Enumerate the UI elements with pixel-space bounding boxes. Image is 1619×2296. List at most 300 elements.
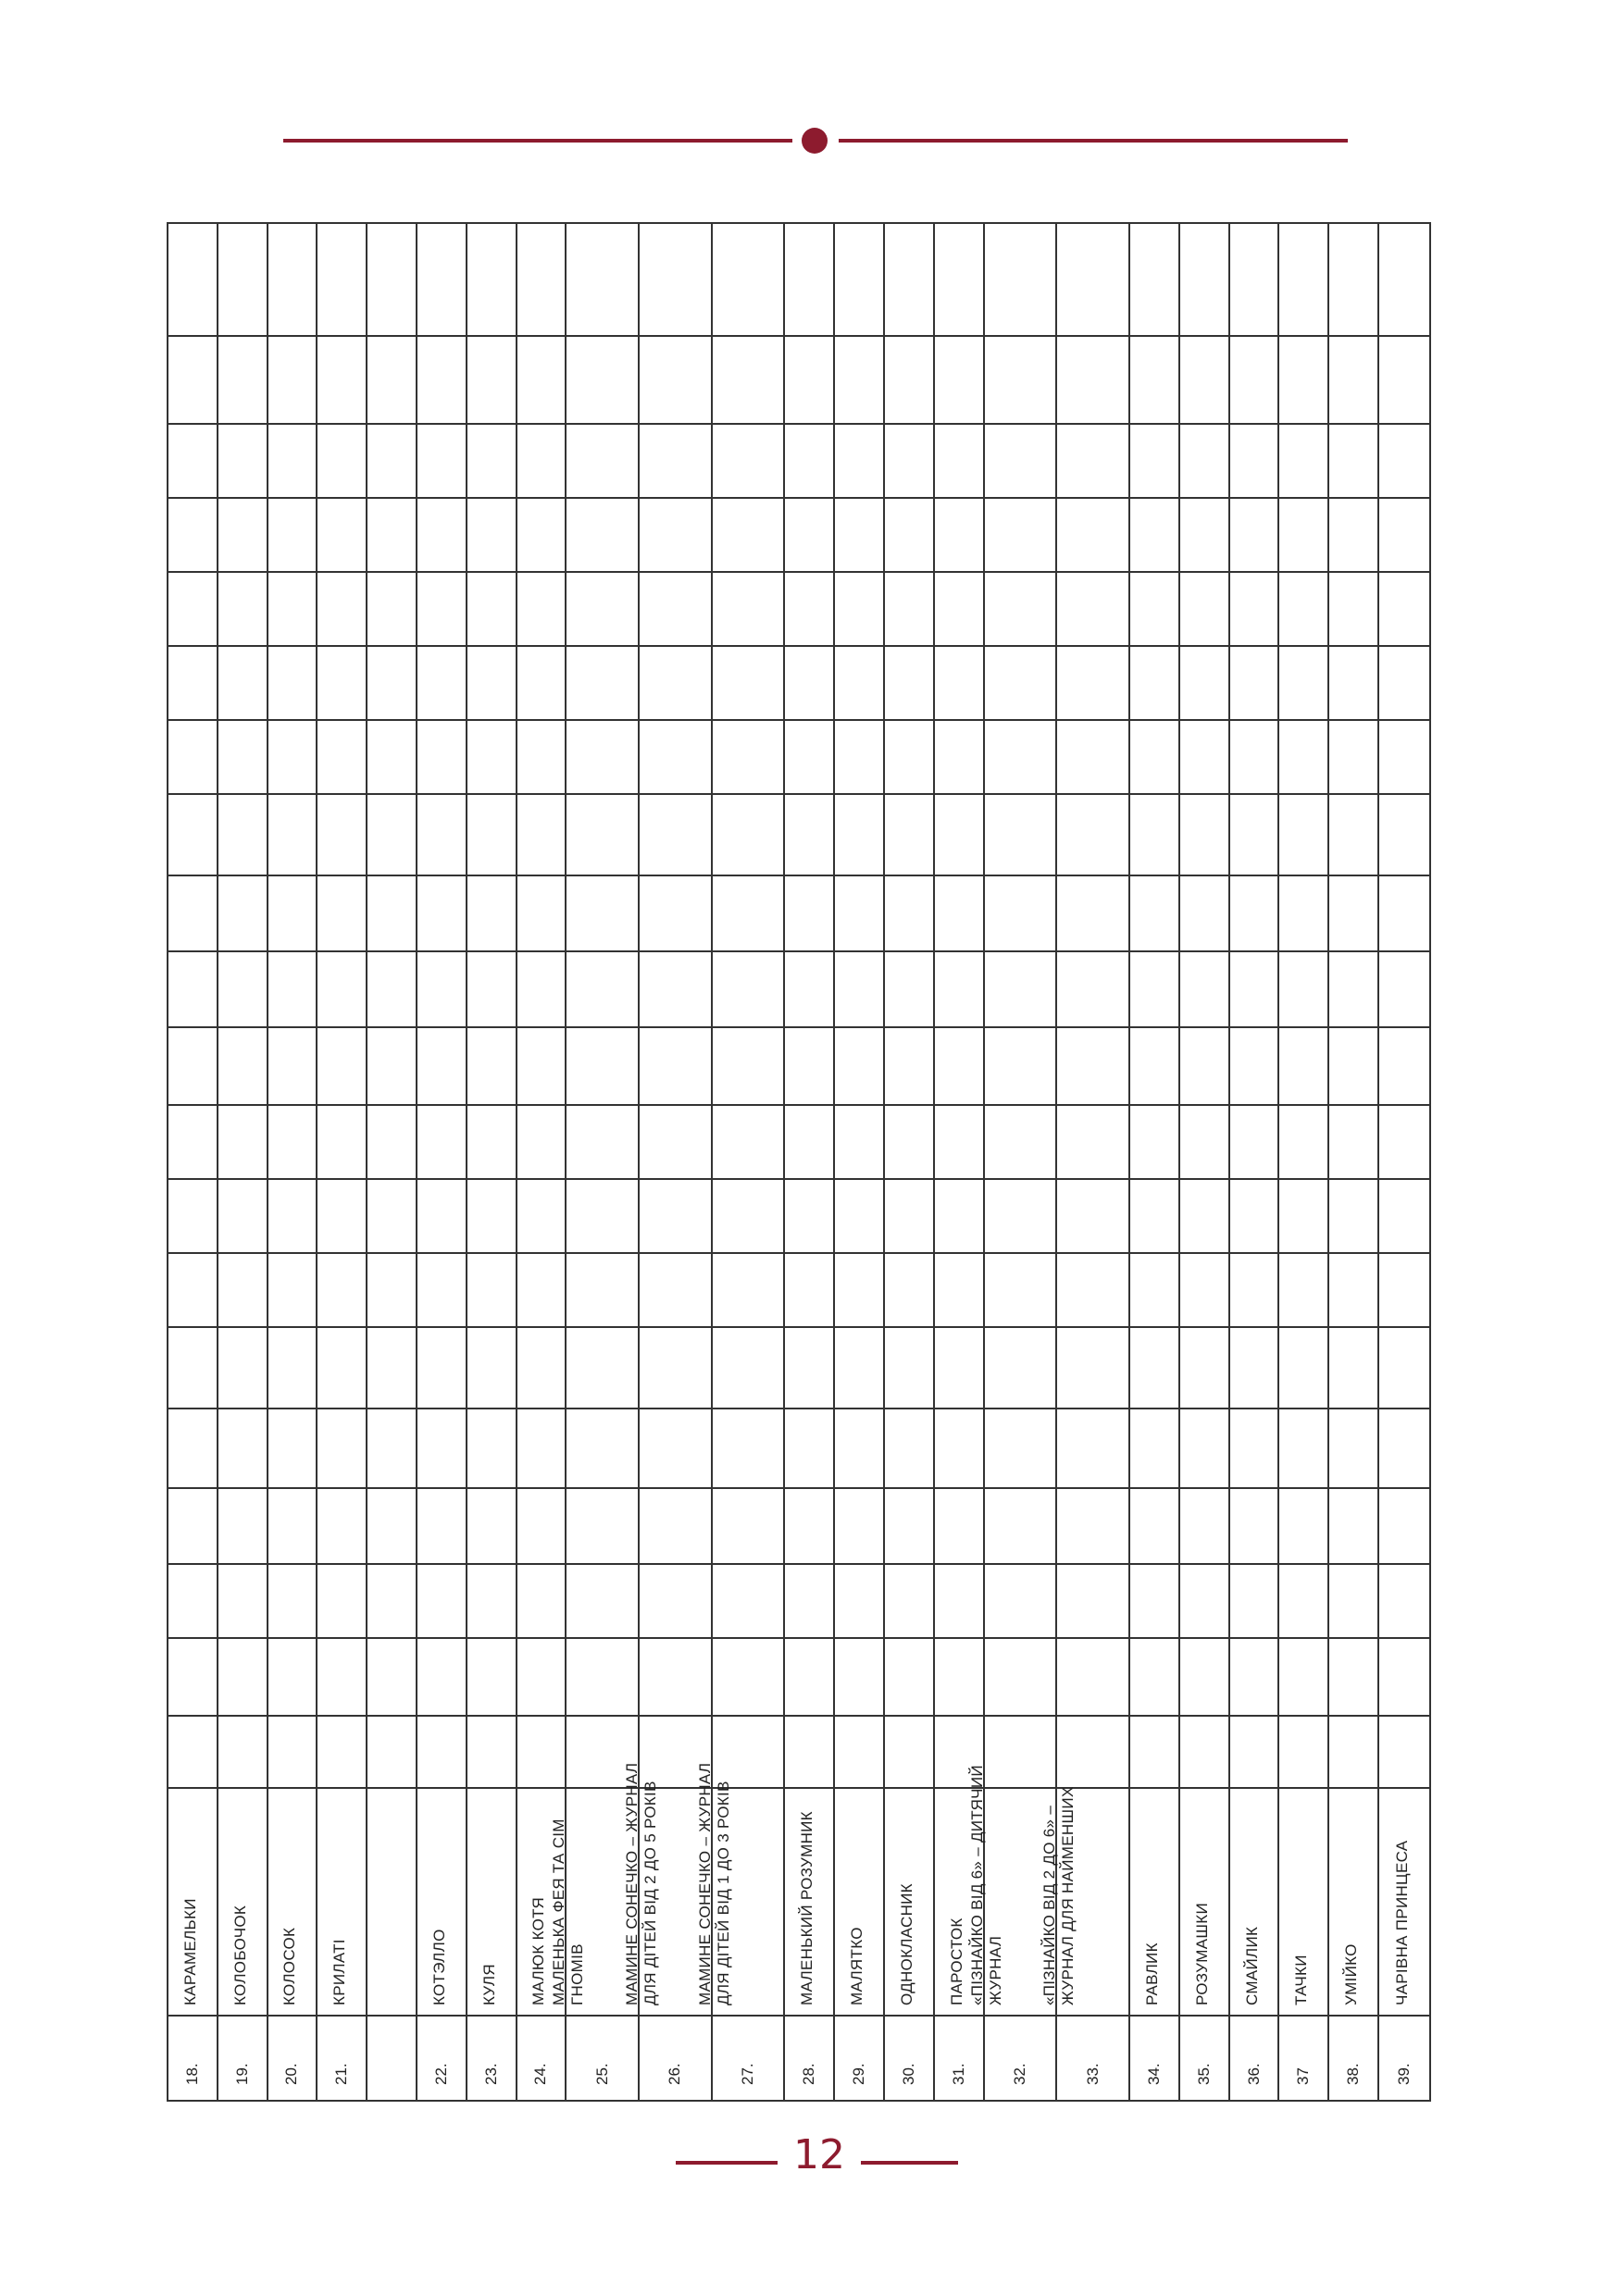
empty-cell[interactable]	[1279, 721, 1327, 795]
empty-cell[interactable]	[640, 1028, 711, 1106]
empty-cell[interactable]	[567, 1106, 638, 1180]
empty-cell[interactable]	[168, 721, 217, 795]
empty-cell[interactable]	[517, 499, 566, 573]
empty-cell[interactable]	[567, 1180, 638, 1254]
empty-cell[interactable]	[268, 425, 317, 499]
empty-cell[interactable]	[640, 499, 711, 573]
empty-cell[interactable]	[517, 1409, 566, 1489]
empty-cell[interactable]	[168, 224, 217, 337]
empty-cell[interactable]	[885, 224, 933, 337]
empty-cell[interactable]	[1180, 1565, 1228, 1639]
empty-cell[interactable]	[1279, 647, 1327, 721]
empty-cell[interactable]	[1130, 573, 1178, 647]
empty-cell[interactable]	[517, 795, 566, 876]
empty-cell[interactable]	[1230, 1254, 1278, 1328]
empty-cell[interactable]	[567, 1028, 638, 1106]
empty-cell[interactable]	[517, 1328, 566, 1409]
empty-cell[interactable]	[367, 795, 416, 876]
empty-cell[interactable]	[835, 224, 883, 337]
empty-cell[interactable]	[168, 1409, 217, 1489]
empty-cell[interactable]	[417, 1106, 466, 1180]
empty-cell[interactable]	[1329, 721, 1377, 795]
empty-cell[interactable]	[1057, 952, 1128, 1028]
empty-cell[interactable]	[417, 1409, 466, 1489]
empty-cell[interactable]	[885, 795, 933, 876]
empty-cell[interactable]	[517, 952, 566, 1028]
empty-cell[interactable]	[1230, 337, 1278, 425]
empty-cell[interactable]	[935, 337, 983, 425]
empty-cell[interactable]	[785, 952, 833, 1028]
empty-cell[interactable]	[1379, 1106, 1429, 1180]
empty-cell[interactable]	[218, 1409, 267, 1489]
empty-cell[interactable]	[1057, 224, 1128, 337]
empty-cell[interactable]	[835, 1028, 883, 1106]
empty-cell[interactable]	[268, 1565, 317, 1639]
empty-cell[interactable]	[268, 224, 317, 337]
empty-cell[interactable]	[935, 573, 983, 647]
empty-cell[interactable]	[785, 795, 833, 876]
empty-cell[interactable]	[417, 499, 466, 573]
empty-cell[interactable]	[567, 425, 638, 499]
empty-cell[interactable]	[1379, 1028, 1429, 1106]
empty-cell[interactable]	[985, 499, 1056, 573]
empty-cell[interactable]	[517, 1180, 566, 1254]
empty-cell[interactable]	[640, 1328, 711, 1409]
empty-cell[interactable]	[417, 721, 466, 795]
empty-cell[interactable]	[567, 1409, 638, 1489]
empty-cell[interactable]	[367, 1717, 416, 1789]
empty-cell[interactable]	[417, 1489, 466, 1565]
empty-cell[interactable]	[1279, 1328, 1327, 1409]
empty-cell[interactable]	[835, 1565, 883, 1639]
empty-cell[interactable]	[785, 1106, 833, 1180]
empty-cell[interactable]	[1130, 1489, 1178, 1565]
empty-cell[interactable]	[517, 876, 566, 952]
empty-cell[interactable]	[1230, 876, 1278, 952]
empty-cell[interactable]	[1230, 1565, 1278, 1639]
empty-cell[interactable]	[218, 1028, 267, 1106]
empty-cell[interactable]	[1279, 224, 1327, 337]
empty-cell[interactable]	[318, 224, 366, 337]
empty-cell[interactable]	[785, 647, 833, 721]
empty-cell[interactable]	[318, 876, 366, 952]
empty-cell[interactable]	[1057, 573, 1128, 647]
empty-cell[interactable]	[268, 952, 317, 1028]
empty-cell[interactable]	[713, 1180, 784, 1254]
empty-cell[interactable]	[567, 337, 638, 425]
empty-cell[interactable]	[1379, 1409, 1429, 1489]
empty-cell[interactable]	[1379, 499, 1429, 573]
empty-cell[interactable]	[1057, 1565, 1128, 1639]
empty-cell[interactable]	[1130, 224, 1178, 337]
empty-cell[interactable]	[835, 1409, 883, 1489]
empty-cell[interactable]	[1329, 876, 1377, 952]
empty-cell[interactable]	[935, 499, 983, 573]
empty-cell[interactable]	[640, 721, 711, 795]
empty-cell[interactable]	[268, 1254, 317, 1328]
empty-cell[interactable]	[640, 425, 711, 499]
empty-cell[interactable]	[168, 1180, 217, 1254]
empty-cell[interactable]	[885, 952, 933, 1028]
empty-cell[interactable]	[467, 1180, 516, 1254]
empty-cell[interactable]	[417, 573, 466, 647]
empty-cell[interactable]	[517, 1565, 566, 1639]
empty-cell[interactable]	[1379, 425, 1429, 499]
empty-cell[interactable]	[885, 425, 933, 499]
empty-cell[interactable]	[318, 721, 366, 795]
empty-cell[interactable]	[713, 573, 784, 647]
empty-cell[interactable]	[417, 1328, 466, 1409]
empty-cell[interactable]	[835, 795, 883, 876]
empty-cell[interactable]	[885, 1254, 933, 1328]
empty-cell[interactable]	[367, 337, 416, 425]
empty-cell[interactable]	[1230, 573, 1278, 647]
empty-cell[interactable]	[1379, 1254, 1429, 1328]
empty-cell[interactable]	[218, 337, 267, 425]
empty-cell[interactable]	[785, 1565, 833, 1639]
empty-cell[interactable]	[713, 425, 784, 499]
empty-cell[interactable]	[835, 499, 883, 573]
empty-cell[interactable]	[985, 1106, 1056, 1180]
empty-cell[interactable]	[367, 425, 416, 499]
empty-cell[interactable]	[985, 573, 1056, 647]
empty-cell[interactable]	[1379, 573, 1429, 647]
empty-cell[interactable]	[713, 1254, 784, 1328]
empty-cell[interactable]	[218, 425, 267, 499]
empty-cell[interactable]	[713, 721, 784, 795]
empty-cell[interactable]	[835, 721, 883, 795]
empty-cell[interactable]	[1329, 1565, 1377, 1639]
empty-cell[interactable]	[517, 1028, 566, 1106]
empty-cell[interactable]	[417, 1565, 466, 1639]
empty-cell[interactable]	[218, 721, 267, 795]
empty-cell[interactable]	[885, 721, 933, 795]
empty-cell[interactable]	[1230, 721, 1278, 795]
empty-cell[interactable]	[417, 647, 466, 721]
empty-cell[interactable]	[885, 337, 933, 425]
empty-cell[interactable]	[1379, 876, 1429, 952]
empty-cell[interactable]	[935, 1328, 983, 1409]
empty-cell[interactable]	[168, 1489, 217, 1565]
empty-cell[interactable]	[935, 1180, 983, 1254]
empty-cell[interactable]	[640, 224, 711, 337]
empty-cell[interactable]	[367, 1565, 416, 1639]
empty-cell[interactable]	[517, 647, 566, 721]
empty-cell[interactable]	[1180, 224, 1228, 337]
empty-cell[interactable]	[713, 1328, 784, 1409]
empty-cell[interactable]	[467, 795, 516, 876]
empty-cell[interactable]	[318, 1106, 366, 1180]
empty-cell[interactable]	[713, 1565, 784, 1639]
empty-cell[interactable]	[785, 1489, 833, 1565]
empty-cell[interactable]	[935, 224, 983, 337]
empty-cell[interactable]	[318, 1565, 366, 1639]
empty-cell[interactable]	[985, 1254, 1056, 1328]
empty-cell[interactable]	[1057, 876, 1128, 952]
empty-cell[interactable]	[1130, 721, 1178, 795]
empty-cell[interactable]	[1057, 1254, 1128, 1328]
empty-cell[interactable]	[268, 1028, 317, 1106]
empty-cell[interactable]	[417, 337, 466, 425]
empty-cell[interactable]	[517, 337, 566, 425]
empty-cell[interactable]	[985, 425, 1056, 499]
empty-cell[interactable]	[1329, 1028, 1377, 1106]
empty-cell[interactable]	[885, 876, 933, 952]
empty-cell[interactable]	[713, 224, 784, 337]
empty-cell[interactable]	[835, 1489, 883, 1565]
empty-cell[interactable]	[640, 647, 711, 721]
empty-cell[interactable]	[835, 425, 883, 499]
empty-cell[interactable]	[517, 1489, 566, 1565]
empty-cell[interactable]	[935, 1489, 983, 1565]
empty-cell[interactable]	[1329, 647, 1377, 721]
empty-cell[interactable]	[417, 1028, 466, 1106]
empty-cell[interactable]	[985, 647, 1056, 721]
empty-cell[interactable]	[1329, 224, 1377, 337]
empty-cell[interactable]	[1279, 1180, 1327, 1254]
empty-cell[interactable]	[1130, 1028, 1178, 1106]
empty-cell[interactable]	[713, 952, 784, 1028]
empty-cell[interactable]	[713, 499, 784, 573]
empty-cell[interactable]	[567, 1254, 638, 1328]
empty-cell[interactable]	[985, 721, 1056, 795]
empty-cell[interactable]	[1130, 337, 1178, 425]
empty-cell[interactable]	[268, 337, 317, 425]
empty-cell[interactable]	[713, 337, 784, 425]
empty-cell[interactable]	[1130, 1565, 1178, 1639]
empty-cell[interactable]	[1279, 1565, 1327, 1639]
empty-cell[interactable]	[168, 952, 217, 1028]
empty-cell[interactable]	[985, 337, 1056, 425]
empty-cell[interactable]	[1057, 795, 1128, 876]
empty-cell[interactable]	[785, 1028, 833, 1106]
empty-cell[interactable]	[1279, 425, 1327, 499]
empty-cell[interactable]	[885, 1180, 933, 1254]
empty-cell[interactable]	[985, 795, 1056, 876]
empty-cell[interactable]	[417, 224, 466, 337]
empty-cell[interactable]	[885, 1328, 933, 1409]
empty-cell[interactable]	[517, 1106, 566, 1180]
empty-cell[interactable]	[367, 1328, 416, 1409]
empty-cell[interactable]	[218, 1565, 267, 1639]
empty-cell[interactable]	[467, 224, 516, 337]
empty-cell[interactable]	[1057, 337, 1128, 425]
empty-cell[interactable]	[1180, 499, 1228, 573]
empty-cell[interactable]	[1230, 647, 1278, 721]
empty-cell[interactable]	[1057, 1180, 1128, 1254]
empty-cell[interactable]	[985, 876, 1056, 952]
empty-cell[interactable]	[785, 876, 833, 952]
empty-cell[interactable]	[885, 1565, 933, 1639]
empty-cell[interactable]	[640, 1565, 711, 1639]
empty-cell[interactable]	[517, 1254, 566, 1328]
empty-cell[interactable]	[467, 1409, 516, 1489]
empty-cell[interactable]	[1230, 425, 1278, 499]
empty-cell[interactable]	[1379, 224, 1429, 337]
empty-cell[interactable]	[517, 573, 566, 647]
empty-cell[interactable]	[935, 647, 983, 721]
empty-cell[interactable]	[268, 1106, 317, 1180]
empty-cell[interactable]	[467, 1254, 516, 1328]
empty-cell[interactable]	[1230, 224, 1278, 337]
empty-cell[interactable]	[713, 1028, 784, 1106]
empty-cell[interactable]	[1180, 573, 1228, 647]
empty-cell[interactable]	[467, 1328, 516, 1409]
empty-cell[interactable]	[168, 1328, 217, 1409]
empty-cell[interactable]	[168, 1028, 217, 1106]
empty-cell[interactable]	[318, 1254, 366, 1328]
empty-cell[interactable]	[640, 1106, 711, 1180]
empty-cell[interactable]	[985, 1028, 1056, 1106]
empty-cell[interactable]	[785, 1180, 833, 1254]
empty-cell[interactable]	[168, 425, 217, 499]
empty-cell[interactable]	[835, 1254, 883, 1328]
empty-cell[interactable]	[367, 1489, 416, 1565]
empty-cell[interactable]	[1057, 425, 1128, 499]
empty-cell[interactable]	[985, 952, 1056, 1028]
empty-cell[interactable]	[785, 224, 833, 337]
empty-cell[interactable]	[640, 1180, 711, 1254]
empty-cell[interactable]	[713, 1106, 784, 1180]
empty-cell[interactable]	[367, 1639, 416, 1717]
empty-cell[interactable]	[1057, 1489, 1128, 1565]
empty-cell[interactable]	[567, 1489, 638, 1565]
empty-cell[interactable]	[318, 337, 366, 425]
empty-cell[interactable]	[268, 721, 317, 795]
empty-cell[interactable]	[885, 1489, 933, 1565]
empty-cell[interactable]	[1230, 795, 1278, 876]
empty-cell[interactable]	[985, 1565, 1056, 1639]
empty-cell[interactable]	[1379, 1328, 1429, 1409]
empty-cell[interactable]	[835, 1328, 883, 1409]
empty-cell[interactable]	[785, 1328, 833, 1409]
empty-cell[interactable]	[367, 224, 416, 337]
empty-cell[interactable]	[1379, 952, 1429, 1028]
empty-cell[interactable]	[985, 1409, 1056, 1489]
empty-cell[interactable]	[467, 647, 516, 721]
empty-cell[interactable]	[268, 876, 317, 952]
empty-cell[interactable]	[885, 499, 933, 573]
empty-cell[interactable]	[985, 1180, 1056, 1254]
empty-cell[interactable]	[1279, 1254, 1327, 1328]
empty-cell[interactable]	[1180, 876, 1228, 952]
empty-cell[interactable]	[1130, 876, 1178, 952]
empty-cell[interactable]	[640, 876, 711, 952]
empty-cell[interactable]	[640, 795, 711, 876]
empty-cell[interactable]	[318, 499, 366, 573]
empty-cell[interactable]	[218, 795, 267, 876]
empty-cell[interactable]	[1279, 573, 1327, 647]
empty-cell[interactable]	[517, 425, 566, 499]
empty-cell[interactable]	[567, 721, 638, 795]
empty-cell[interactable]	[567, 499, 638, 573]
empty-cell[interactable]	[268, 1328, 317, 1409]
empty-cell[interactable]	[367, 1254, 416, 1328]
empty-cell[interactable]	[268, 647, 317, 721]
empty-cell[interactable]	[367, 647, 416, 721]
empty-cell[interactable]	[985, 1489, 1056, 1565]
empty-cell[interactable]	[1279, 1409, 1327, 1489]
empty-cell[interactable]	[785, 573, 833, 647]
empty-cell[interactable]	[1130, 1254, 1178, 1328]
empty-cell[interactable]	[713, 1409, 784, 1489]
empty-cell[interactable]	[640, 1489, 711, 1565]
empty-cell[interactable]	[885, 573, 933, 647]
empty-cell[interactable]	[785, 1254, 833, 1328]
empty-cell[interactable]	[1379, 1180, 1429, 1254]
empty-cell[interactable]	[1279, 499, 1327, 573]
empty-cell[interactable]	[318, 647, 366, 721]
empty-cell[interactable]	[467, 1565, 516, 1639]
empty-cell[interactable]	[835, 952, 883, 1028]
empty-cell[interactable]	[218, 952, 267, 1028]
empty-cell[interactable]	[935, 425, 983, 499]
empty-cell[interactable]	[835, 647, 883, 721]
empty-cell[interactable]	[1329, 573, 1377, 647]
empty-cell[interactable]	[713, 1489, 784, 1565]
empty-cell[interactable]	[1329, 499, 1377, 573]
empty-cell[interactable]	[713, 795, 784, 876]
empty-cell[interactable]	[168, 647, 217, 721]
empty-cell[interactable]	[785, 1409, 833, 1489]
empty-cell[interactable]	[1180, 1409, 1228, 1489]
empty-cell[interactable]	[935, 1565, 983, 1639]
empty-cell[interactable]	[1180, 1106, 1228, 1180]
empty-cell[interactable]	[1130, 425, 1178, 499]
empty-cell[interactable]	[268, 1180, 317, 1254]
empty-cell[interactable]	[268, 1409, 317, 1489]
empty-cell[interactable]	[1180, 647, 1228, 721]
empty-cell[interactable]	[467, 337, 516, 425]
empty-cell[interactable]	[1279, 952, 1327, 1028]
empty-cell[interactable]	[885, 1028, 933, 1106]
empty-cell[interactable]	[1230, 952, 1278, 1028]
empty-cell[interactable]	[318, 1028, 366, 1106]
empty-cell[interactable]	[567, 1565, 638, 1639]
empty-cell[interactable]	[1329, 952, 1377, 1028]
empty-cell[interactable]	[1130, 499, 1178, 573]
empty-cell[interactable]	[1180, 425, 1228, 499]
empty-cell[interactable]	[417, 795, 466, 876]
empty-cell[interactable]	[467, 1106, 516, 1180]
empty-cell[interactable]	[1130, 1328, 1178, 1409]
empty-cell[interactable]	[1180, 795, 1228, 876]
empty-cell[interactable]	[1279, 1489, 1327, 1565]
empty-cell[interactable]	[1329, 1106, 1377, 1180]
empty-cell[interactable]	[1130, 1409, 1178, 1489]
empty-cell[interactable]	[367, 1028, 416, 1106]
empty-cell[interactable]	[168, 337, 217, 425]
empty-cell[interactable]	[467, 499, 516, 573]
empty-cell[interactable]	[835, 573, 883, 647]
empty-cell[interactable]	[467, 721, 516, 795]
empty-cell[interactable]	[1180, 1489, 1228, 1565]
empty-cell[interactable]	[567, 876, 638, 952]
empty-cell[interactable]	[218, 1180, 267, 1254]
empty-cell[interactable]	[640, 337, 711, 425]
empty-cell[interactable]	[1329, 1409, 1377, 1489]
empty-cell[interactable]	[1130, 795, 1178, 876]
empty-cell[interactable]	[1230, 1409, 1278, 1489]
empty-cell[interactable]	[517, 224, 566, 337]
empty-cell[interactable]	[1130, 647, 1178, 721]
empty-cell[interactable]	[1180, 1180, 1228, 1254]
empty-cell[interactable]	[268, 795, 317, 876]
empty-cell[interactable]	[1329, 337, 1377, 425]
empty-cell[interactable]	[835, 1106, 883, 1180]
empty-cell[interactable]	[218, 1328, 267, 1409]
empty-cell[interactable]	[1180, 721, 1228, 795]
